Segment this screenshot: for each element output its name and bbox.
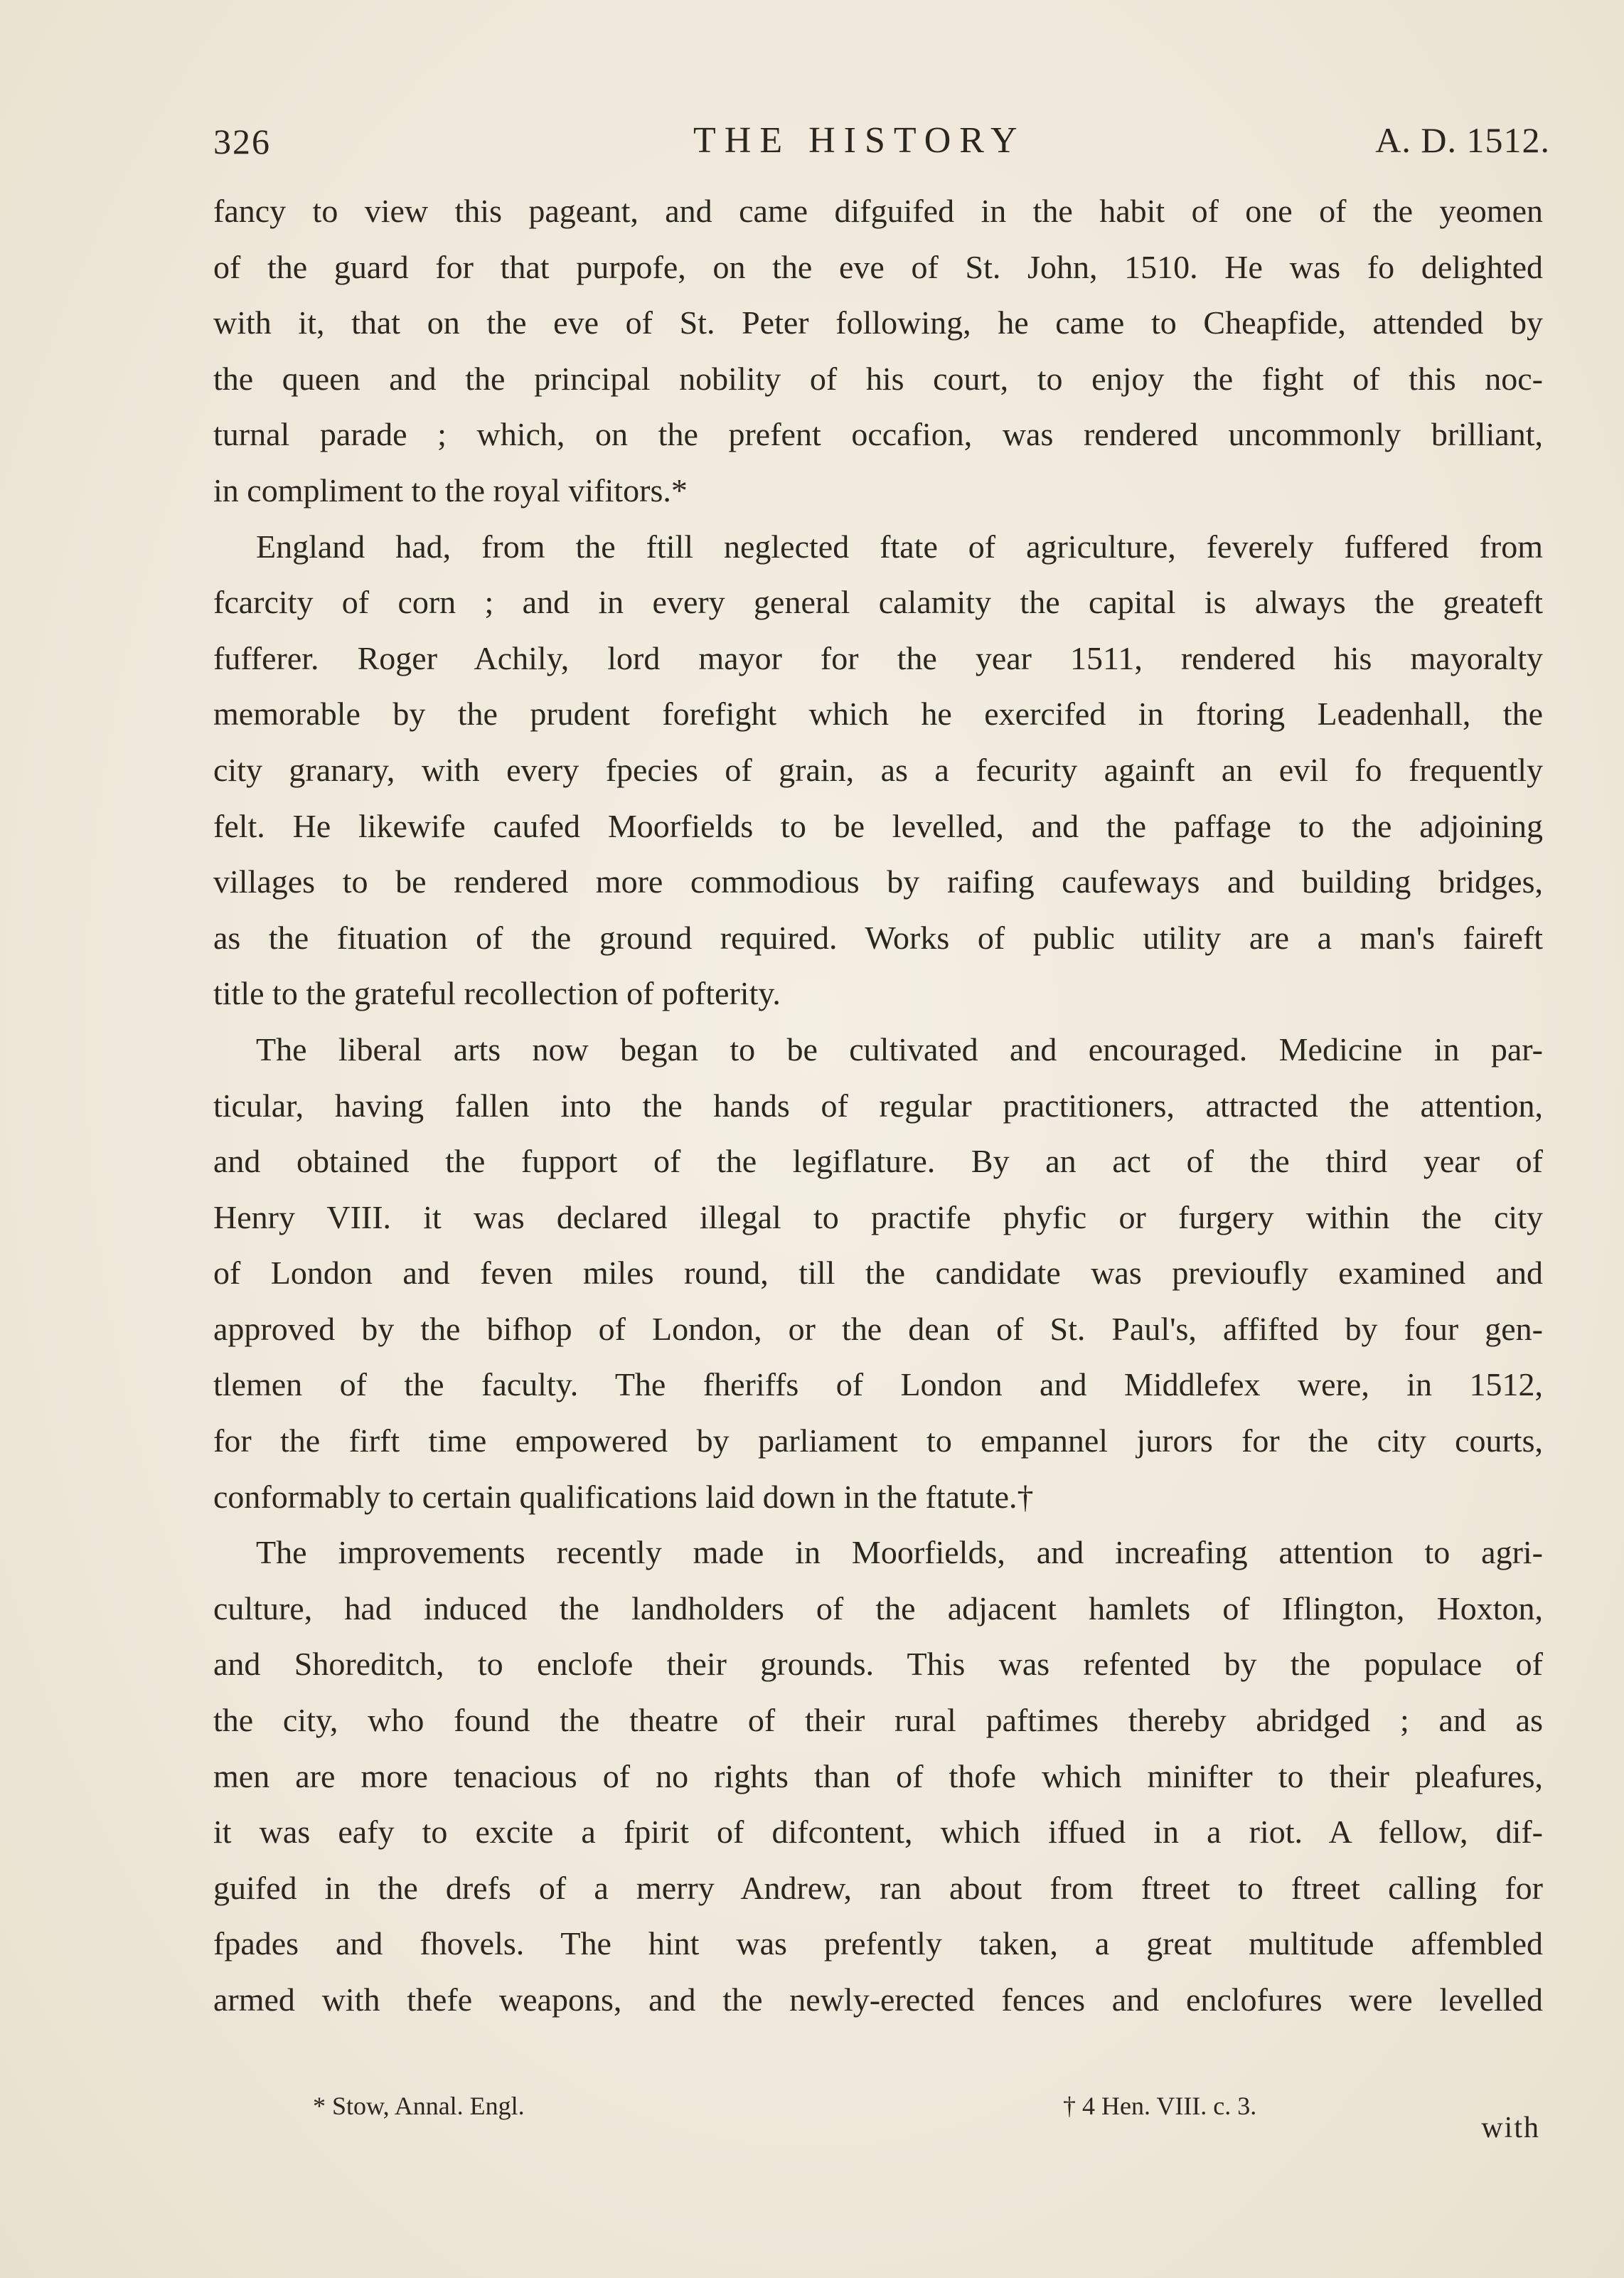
text-line: as the fituation of the ground required. Works of public utility are a man's faireft	[213, 919, 1543, 956]
text-line: The liberal arts now began to be cultivated and encouraged. Medicine in par-	[256, 1031, 1543, 1068]
text-line: felt. He likewife caufed Moorfields to be levelled, and the paffage to the adjoining	[213, 807, 1543, 844]
body-text	[213, 183, 1543, 2028]
text-line: approved by the bifhop of London, or the dean of St. Paul's, affifted by four gen-	[213, 1310, 1543, 1347]
page-number: 326	[213, 122, 271, 161]
text-line: of the guard for that purpofe, on the eve of St. John, 1510. He was fo delighted	[213, 248, 1543, 285]
text-line: fcarcity of corn ; and in every general calamity the capital is always the greateft	[213, 584, 1543, 621]
footnotes	[313, 2091, 1536, 2134]
text-line: villages to be rendered more commodious by raifing caufeways and building bridges,	[213, 863, 1543, 900]
text-line: ticular, having fallen into the hands of regular practitioners, attracted the attention,	[213, 1087, 1543, 1124]
text-line: it was eafy to excite a fpirit of difcontent, which iffued in a riot. A fellow, dif-	[213, 1814, 1543, 1851]
text-line: Henry VIII. it was declared illegal to practife phyfic or furgery within the city	[213, 1198, 1543, 1235]
text-line: fpades and fhovels. The hint was prefently taken, a great multitude affembled	[213, 1925, 1543, 1962]
paragraph-4	[213, 1525, 1543, 2028]
text-line: and Shoreditch, to enclofe their grounds. This was refented by the populace of	[213, 1646, 1543, 1683]
catchword: with	[1481, 2112, 1540, 2144]
running-head	[213, 114, 1550, 171]
text-line: guifed in the drefs of a merry Andrew, ran about from ftreet to ftreet calling for	[213, 1869, 1543, 1906]
footnote-dagger: † 4 Hen. VIII. c. 3.	[1063, 2092, 1257, 2120]
text-line: The improvements recently made in Moorfields, and increafing attention to agri-	[256, 1534, 1543, 1571]
running-date: A. D. 1512.	[1375, 120, 1550, 160]
text-line: culture, had induced the landholders of the adjacent hamlets of Iflington, Hoxton,	[213, 1590, 1543, 1627]
running-title: THE HISTORY	[693, 120, 1026, 161]
paragraph-1	[213, 183, 1543, 519]
text-line: memorable by the prudent forefight which he exercifed in ftoring Leadenhall, the	[213, 696, 1543, 733]
text-line: tlemen of the faculty. The fheriffs of London and Middlefex were, in 1512,	[213, 1366, 1543, 1403]
text-line: of London and feven miles round, till the candidate was previoufly examined and	[213, 1255, 1543, 1292]
text-line: in compliment to the royal vifitors.*	[213, 472, 688, 509]
footnote-star: * Stow, Annal. Engl.	[313, 2092, 525, 2120]
text-line: England had, from the ftill neglected ftate of agriculture, feverely fuffered from	[256, 528, 1543, 565]
text-line: and obtained the fupport of the legiflature. By an act of the third year of	[213, 1143, 1543, 1180]
text-line: men are more tenacious of no rights than of thofe which minifter to their pleafures,	[213, 1757, 1543, 1794]
text-line: fufferer. Roger Achily, lord mayor for the year 1511, rendered his mayoralty	[213, 639, 1543, 676]
text-line: the queen and the principal nobility of his court, to enjoy the fight of this noc-	[213, 360, 1543, 397]
paragraph-2	[213, 519, 1543, 1022]
text-line: turnal parade ; which, on the prefent occafion, was rendered uncommonly brilliant,	[213, 416, 1543, 453]
text-line: fancy to view this pageant, and came difguifed in the habit of one of the yeomen	[213, 193, 1543, 229]
text-line: the city, who found the theatre of their rural paftimes thereby abridged ; and as	[213, 1702, 1543, 1739]
text-line: conformably to certain qualifications laid down in the ftatute.†	[213, 1478, 1034, 1515]
text-line: city granary, with every fpecies of grain, as a fecurity againft an evil fo frequently	[213, 751, 1543, 788]
text-line: armed with thefe weapons, and the newly-erected fences and enclofures were levelled	[213, 1981, 1543, 2018]
paragraph-3	[213, 1022, 1543, 1525]
text-line: for the firft time empowered by parliament to empannel jurors for the city courts,	[213, 1422, 1543, 1459]
text-line: title to the grateful recollection of pofterity.	[213, 975, 781, 1012]
text-line: with it, that on the eve of St. Peter following, he came to Cheapfide, attended by	[213, 304, 1543, 341]
